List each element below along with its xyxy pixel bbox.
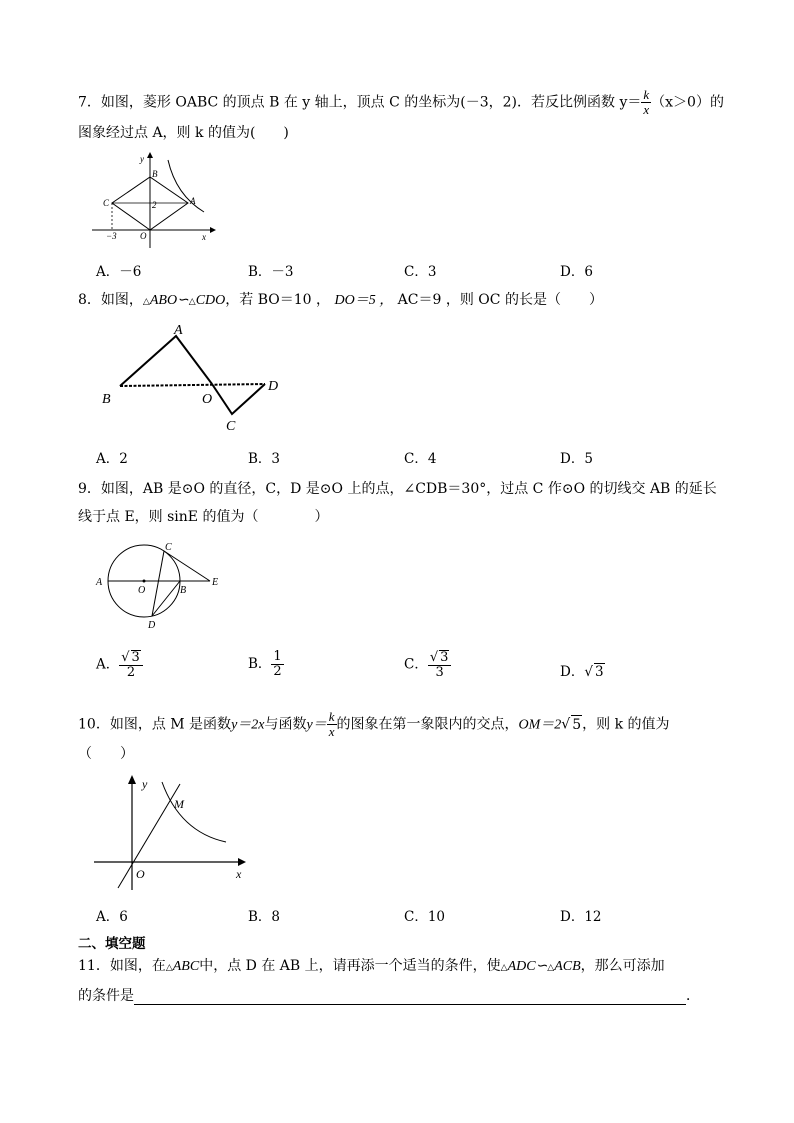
q7-label-neg3: −3 (106, 231, 117, 241)
q9-label-E: E (212, 577, 219, 588)
q8-stem: 8．如图，△ABO∽△CDO，若 BO＝10 ， DO＝5 ， AC＝9 ，则 OC 的长是（ ） (78, 292, 603, 308)
q7-label-B: B (152, 169, 158, 179)
q9-stem-line2: 线于点 E，则 sinE 的值为（ ） (78, 509, 329, 525)
q7-label-O: O (140, 231, 147, 241)
q9-stem-line1: 9．如图，AB 是⊙O 的直径，C，D 是⊙O 上的点，∠CDB＝30°，过点 C 作⊙O 的切线交 AB 的延长 (78, 481, 717, 497)
q7-fraction: $\frac{k}{x}$ (643, 87, 650, 117)
q8-label-A: A (174, 323, 183, 338)
q8-option-a[interactable]: A．2 (96, 451, 128, 467)
q10-stem-line2: （ ） (78, 746, 134, 762)
q8-label-O: O (202, 392, 213, 407)
q9-label-B: B (180, 585, 187, 596)
q10-stem-line1: 10．如图，点 M 是函数y＝2x与函数y＝ $\frac{k}{x}$ 的图象在第一象限内的交点，OM＝2√ 5，则 k 的值为 (78, 709, 670, 739)
q10-label-y: y (142, 777, 148, 791)
q10-option-b[interactable]: B．8 (248, 909, 281, 925)
q7-figure (92, 150, 217, 250)
q10-label-M: M (174, 797, 184, 811)
q9-label-A: A (96, 577, 103, 588)
q8-option-d[interactable]: D．5 (560, 451, 593, 467)
q8-option-b[interactable]: B．3 (248, 451, 281, 467)
q9-figure (92, 538, 227, 633)
q9-option-d[interactable]: D．√ 3 (560, 664, 604, 680)
q7-option-b[interactable]: B．－3 (248, 264, 294, 280)
section-title: 二、填空题 (78, 936, 146, 952)
q9-option-c[interactable]: C． $\frac{√ 3}{3}$ (404, 650, 451, 680)
q8-figure (100, 318, 300, 438)
q7-label-C: C (103, 198, 110, 208)
q8-label-C: C (226, 419, 236, 434)
q11-stem-line1: 11．如图，在△ABC中，点 D 在 AB 上，请再添一个适当的条件，使△ADC∽△ACB，那么可添加 (78, 958, 665, 974)
q7-option-a[interactable]: A．－6 (96, 264, 142, 280)
q7-option-d[interactable]: D．6 (560, 264, 593, 280)
q10-label-x: x (236, 867, 242, 881)
q10-option-d[interactable]: D．12 (560, 909, 602, 925)
q7-text: 7．如图，菱形 OABC 的顶点 B 在 y 轴上，顶点 C 的坐标为(－3，2)．若反比例函数 y＝ (78, 94, 642, 111)
q7-stem-line1 (78, 88, 724, 117)
q9-label-C: C (165, 542, 172, 553)
q7-stem-line2: 图象经过点 A，则 k 的值为( ) (78, 125, 289, 141)
q7-label-x: x (202, 232, 206, 242)
q9-label-O: O (138, 585, 146, 596)
q7-text-b: （x＞0）的 (651, 94, 724, 111)
q9-option-b[interactable]: B． $\frac{1}{2}$ (248, 649, 282, 679)
q10-option-a[interactable]: A．6 (96, 909, 128, 925)
q7-option-c[interactable]: C．3 (404, 264, 437, 280)
q8-label-D: D (268, 379, 279, 394)
q10-figure (92, 772, 252, 892)
q11-answer-blank[interactable] (134, 990, 686, 1005)
q9-option-a[interactable]: A． $\frac{√ 3}{2}$ (96, 650, 143, 680)
q11-stem-line2: 的条件是 ． (78, 988, 700, 1004)
q8-label-B: B (102, 392, 111, 407)
q10-func1: y＝2x (231, 717, 265, 733)
q7-label-y: y (140, 154, 144, 164)
q7-label-2: 2 (152, 200, 157, 210)
q9-label-D: D (148, 620, 156, 631)
q8-option-c[interactable]: C．4 (404, 451, 437, 467)
q10-option-c[interactable]: C．10 (404, 909, 446, 925)
q7-label-A: A (190, 196, 196, 206)
q10-label-O: O (136, 867, 145, 881)
